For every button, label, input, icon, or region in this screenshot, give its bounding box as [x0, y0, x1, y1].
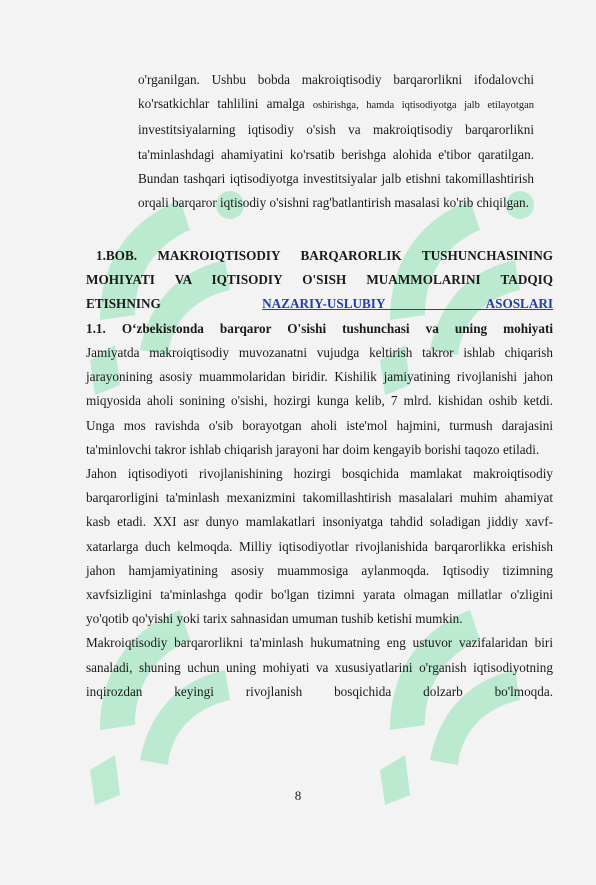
chapter-heading-line3: [86, 292, 553, 316]
section-subheading: 1.1. O‘zbekistonda barqaror O'sishi tushunchasi va uning mohiyati: [86, 321, 553, 336]
chapter-heading-line1: 1.BOB. MAKROIQTISODIY BARQARORLIK TUSHUNCHASINING: [96, 248, 553, 263]
body-text: [86, 341, 553, 704]
paragraph-2: Jahon iqtisodiyoti rivojlanishining hozirgi bosqichida mamlakat makroiqtisodiy barqarorligini ta'minlash mexanizmini takomillashtirish masalalari muhim ahamiyat kasb etadi. XXI asr dunyo mamlakatlari insoniyatga tahdid soladigan jiddiy xavf-xatarlarga duch kelmoqda. Milliy iqtisodiyotlar rivojlanishida barqarorlikka erishish jahon hamjamiyatining asosiy muammosiga aylanmoqda. Iqtisodiy tizimning xavfsizligini ta'minlashga qodir bo'lgan tizimni yarata olmagan millatlar o'zligini yo'qotib qo'yishi yoki tarix sahnasidan umuman tushib ketishi mumkin.: [86, 466, 553, 627]
paragraph-1: Jamiyatda makroiqtisodiy muvozanatni vujudga keltirish takror ishlab chiqarish jarayonining asosiy muammolaridan biridir. Kishilik jamiyatining rivojlanishi jahon miqyosida aholi sonining o'sishi, hozirgi kunga kelib, 7 mlrd. kishidan oshib ketdi. Unga mos ravishda o'sib borayotgan aholi iste'mol hajmini, turmush darajasini ta'minlovchi takror ishlab chiqarish jarayoni har doim kengayib borishi taqozo etiladi.: [86, 345, 553, 457]
chapter-heading-prefix: ETISHNING: [86, 296, 161, 312]
chapter-heading: [86, 244, 553, 317]
paragraph-3: Makroiqtisodiy barqarorlikni ta'minlash hukumatning eng ustuvor vazifalaridan biri sanaladi, shuning uchun uning mohiyati va xususiyatlarini o'rganish iqtisodiyotning inqirozdan keyingi rivojlanish bosqichida dolzarb bo'lmoqda.: [86, 635, 553, 699]
chapter-heading-link[interactable]: NAZARIY-USLUBIY ASOSLARI: [262, 296, 554, 312]
intro-text-small: oshirishga, hamda iqtisodiyotga jalb etilayotgan: [312, 100, 534, 112]
intro-text-part1: o'rganilgan. Ushbu bobda makroiqtisodiy barqarorlikni ifodalovchi ko'rsatkichlar tahlilini amalga: [138, 72, 534, 112]
chapter-heading-line2: MOHIYATI VA IQTISODIY O'SISH MUAMMOLARINI TADQIQ: [86, 272, 553, 288]
intro-paragraph: [138, 68, 534, 215]
intro-text-part3: investitsiyalarning iqtisodiy o'sish va makroiqtisodiy barqarorlikni ta'minlashdagi ahamiyatini ko'rsatib berishga alohida e'tibor qaratilgan. Bundan tashqari iqtisodiyotga investitsiyalar jalb etishni takomillashtirish orqali barqaror iqtisodiy o'sishni rag'batlantirish masalasi ko'rib chiqilgan.: [138, 122, 534, 211]
page-number: 8: [294, 788, 302, 803]
